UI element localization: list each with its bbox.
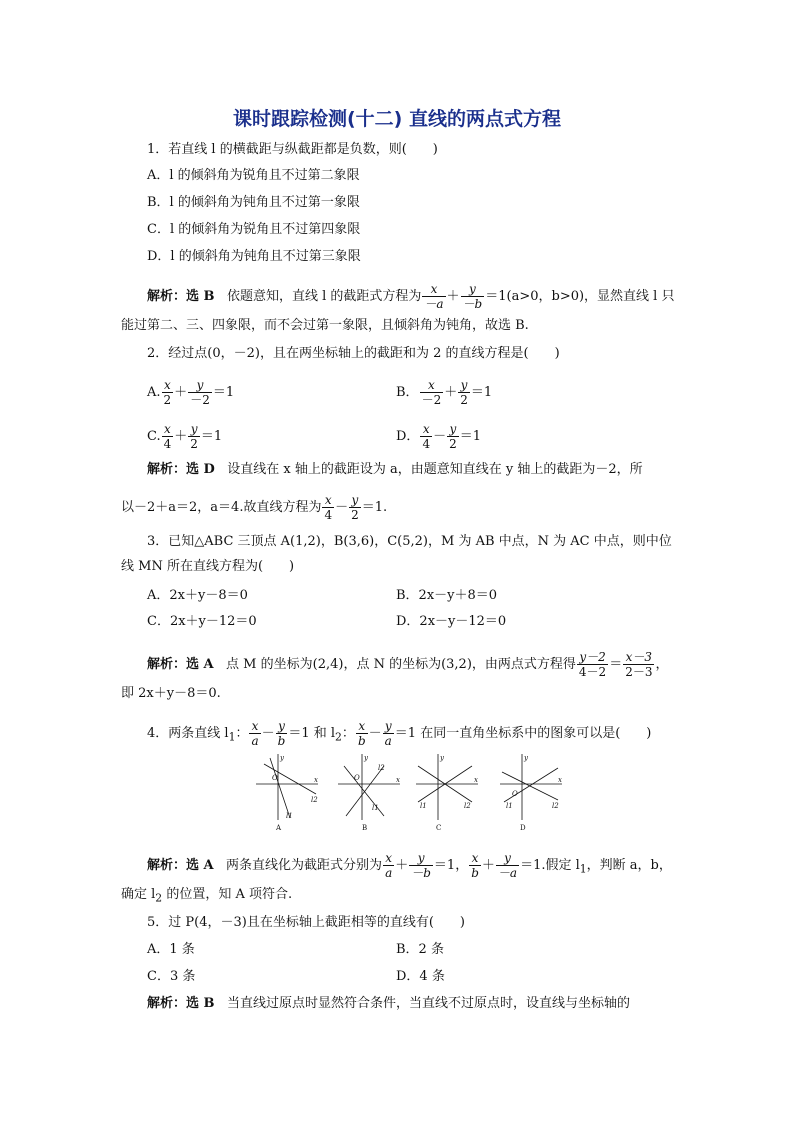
q3-solution-line1: 解析：选 A 点 M 的坐标为(2,4)，点 N 的坐标为(3,2)，由两点式方程得 $\frac{y-2}{4-2}$ ＝ $\frac{x-3}{2-3}$ ，: [147, 650, 669, 679]
q2-solution-line2: 以－2＋a＝2，a＝4.故直线方程为 $\frac{x}{4}$ － $\frac{y}{2}$ ＝1.: [121, 493, 388, 522]
q3-option-c: C．2x＋y－12＝0: [147, 614, 257, 629]
q1-option-b: B．l 的倾斜角为钝角且不过第一象限: [147, 195, 360, 210]
q4-solution-line2: 确定 $l_2$ 的位置，知 A 项符合.: [121, 887, 293, 905]
svg-text:l1: l1: [506, 802, 513, 810]
q2-solution-line1: 解析：选 D 设直线在 x 轴上的截距设为 a，由题意知直线在 y 轴上的截距为－2，所: [147, 462, 643, 477]
svg-text:y: y: [280, 754, 284, 762]
fraction: $\frac{y}{-b}$: [462, 282, 483, 311]
svg-text:l2: l2: [552, 802, 559, 810]
q2-stem: 2．经过点(0，－2)，且在两坐标轴上的截距和为 2 的直线方程是( ): [147, 346, 560, 361]
solution-text: ＝1(a>0，b>0)，显然直线 l 只: [485, 289, 675, 304]
svg-text:y: y: [364, 754, 368, 762]
svg-text:x: x: [314, 776, 318, 784]
q1-option-c: C．l 的倾斜角为锐角且不过第四象限: [147, 222, 361, 237]
svg-text:D: D: [520, 824, 526, 832]
q4-solution-line1: 解析：选 A 两条直线化为截距式分别为 $\frac{x}{a}$ ＋ $\frac{y}{-b}$ ＝1， $\frac{x}{b}$ ＋ $\frac{y}{-a}$ ＝1.假定 $l_1$，判断 a，b，: [147, 851, 672, 880]
q2-option-d: D． $\frac{x}{4}$ － $\frac{y}{2}$ ＝1: [396, 422, 482, 451]
q4-stem: 4．两条直线 $l_1$： $\frac{x}{a}$ － $\frac{y}{b}$ ＝1 和 $l_2$： $\frac{x}{b}$ － $\frac{y}{a}$ ＝1 在同一直角坐标系中的图象可以是( ): [147, 719, 652, 748]
q2-option-b: B． $\frac{x}{-2}$ ＋ $\frac{y}{2}$ ＝1: [396, 378, 493, 407]
solution-text: 依题意知，直线 l 的截距式方程为: [226, 289, 422, 304]
graph-d: [500, 754, 562, 832]
q3-solution-line2: 即 2x＋y－8＝0.: [121, 686, 221, 701]
svg-text:l1: l1: [286, 812, 293, 820]
svg-text:C: C: [436, 824, 442, 832]
svg-text:y: y: [440, 754, 444, 762]
q5-option-b: B．2 条: [396, 942, 444, 957]
q5-option-c: C．3 条: [147, 969, 196, 984]
solution-label: 解析：: [147, 289, 187, 304]
svg-text:l1: l1: [372, 804, 379, 812]
svg-text:l2: l2: [311, 796, 318, 804]
q1-option-a: A．l 的倾斜角为锐角且不过第二象限: [147, 168, 360, 183]
q2-option-a: A. $\frac{x}{2}$ ＋ $\frac{y}{-2}$ ＝1: [147, 378, 235, 407]
q3-stem-line2: 线 MN 所在直线方程为( ): [121, 559, 295, 574]
q1-option-d: D．l 的倾斜角为钝角且不过第三象限: [147, 249, 361, 264]
svg-text:x: x: [558, 776, 562, 784]
svg-text:O: O: [512, 790, 518, 798]
svg-text:B: B: [362, 824, 368, 832]
q5-option-d: D．4 条: [396, 969, 445, 984]
q1-solution-line2: 能过第二、三、四象限，而不会过第一象限，且倾斜角为钝角，故选 B.: [121, 318, 529, 333]
q3-option-b: B．2x－y＋8＝0: [396, 588, 498, 603]
svg-text:O: O: [354, 774, 360, 782]
q1-solution-line1: 解析：选 B 依题意知，直线 l 的截距式方程为 $\frac{x}{-a}$ ＋ $\frac{y}{-b}$ ＝1(a>0，b>0)，显然直线 l 只: [147, 282, 675, 311]
graph-b: [338, 754, 400, 832]
svg-text:l2: l2: [464, 802, 471, 810]
q5-stem: 5．过 P(4，－3)且在坐标轴上截距相等的直线有( ): [147, 915, 465, 930]
q4-graphs-figure: [256, 752, 576, 834]
svg-text:A: A: [276, 824, 282, 832]
svg-text:y: y: [524, 754, 528, 762]
q3-stem-line1: 3．已知△ABC 三顶点 A(1,2)，B(3,6)，C(5,2)，M 为 AB 中点，N 为 AC 中点，则中位: [147, 534, 672, 549]
svg-text:x: x: [396, 776, 400, 784]
q1-stem: 1．若直线 l 的横截距与纵截距都是负数，则( ): [147, 142, 438, 157]
q3-option-d: D．2x－y－12＝0: [396, 614, 507, 629]
svg-text:l1: l1: [420, 802, 427, 810]
solution-answer: 选 B: [186, 289, 215, 304]
q2-option-c: C. $\frac{x}{4}$ ＋ $\frac{y}{2}$ ＝1: [147, 422, 223, 451]
graph-c: [416, 754, 478, 832]
q5-solution-line1: 解析：选 B 当直线过原点时显然符合条件，当直线不过原点时，设直线与坐标轴的: [147, 996, 630, 1011]
q5-option-a: A．1 条: [147, 942, 195, 957]
svg-text:l2: l2: [378, 764, 385, 772]
graph-a: [256, 754, 318, 832]
fraction: $\frac{x}{-a}$: [424, 282, 444, 311]
q3-option-a: A．2x＋y－8＝0: [147, 588, 248, 603]
svg-text:O: O: [272, 774, 278, 782]
svg-text:x: x: [474, 776, 478, 784]
page-title: 课时跟踪检测(十二) 直线的两点式方程: [233, 108, 561, 130]
